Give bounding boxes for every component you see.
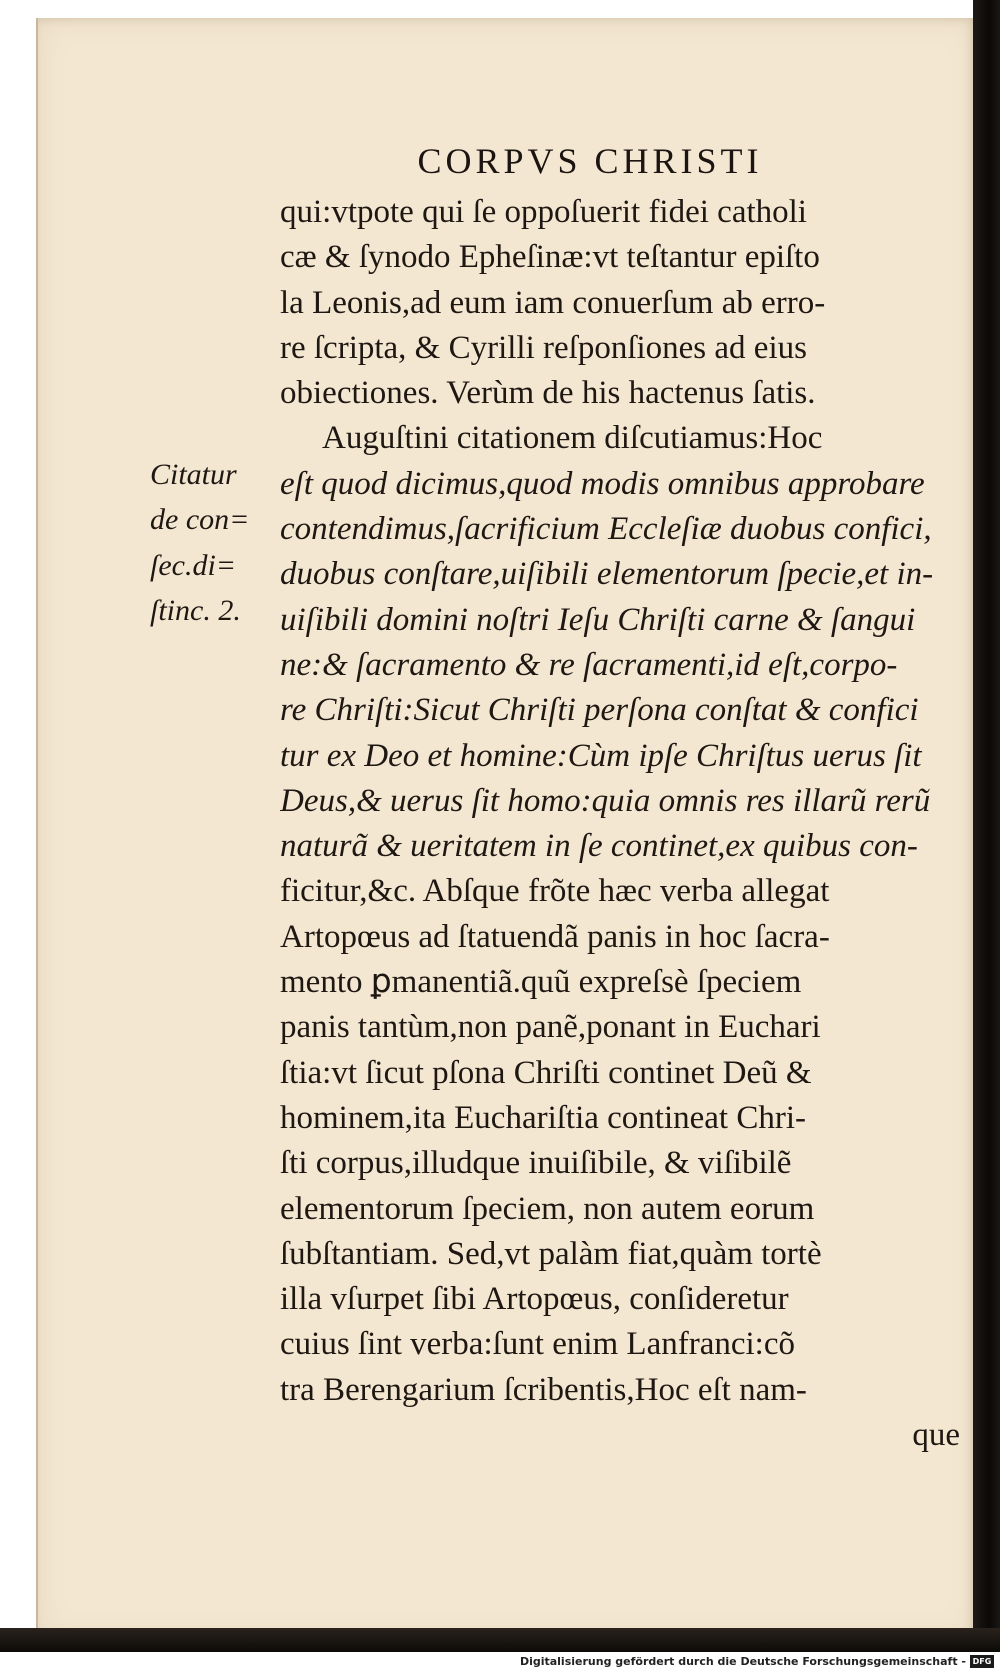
text-line: duobus conſtare,uiſibili elementorum ſpecie,et in- (280, 556, 934, 593)
text-line: que (912, 1417, 960, 1454)
text-line: ſubſtantiam. Sed,vt palàm fiat,quàm tortè (280, 1235, 822, 1272)
text-line: Deus,& uerus ſit homo:quia omnis res illarũ rerũ (280, 782, 931, 819)
text-line: qui:vtpote qui ſe oppoſuerit fidei catholi (280, 194, 807, 230)
text-line: hominem,ita Euchariſtia contineat Chri- (280, 1099, 807, 1136)
text-line: panis tantùm,non panẽ,ponant in Euchari (280, 1009, 821, 1046)
body-text (280, 190, 960, 1458)
text-line: elementorum ſpeciem, non autem eorum (280, 1190, 815, 1227)
text-line: ſti corpus,illudque inuiſibile, & viſibilẽ (280, 1145, 792, 1182)
text-line: cuius ſint verba:ſunt enim Lanfranci:cõ (280, 1326, 795, 1363)
margin-note-line: ſtinc. 2. (150, 593, 241, 627)
text-line: eſt quod dicimus,quod modis omnibus approbare (280, 465, 925, 502)
margin-note-line: ſec.di= (150, 548, 237, 582)
text-line: re ſcripta, & Cyrilli reſponſiones ad eius (280, 329, 807, 366)
margin-note-line: Citatur (150, 458, 237, 491)
digitization-credit: Digitalisierung gefördert durch die Deutsche Forschungsgemeinschaft - (519, 1655, 966, 1668)
text-line: ſtia:vt ſicut pſona Chriſti continet Deũ & (280, 1054, 812, 1091)
text-line: mento ꝑmanentiã.quũ expreſsè ſpeciem (280, 964, 802, 1001)
dfg-logo: DFG (970, 1655, 994, 1668)
text-line: tur ex Deo et homine:Cùm ipſe Chriſtus uerus ſit (280, 737, 922, 774)
text-line: uiſibili domini noſtri Ieſu Chriſti carne & ſangui (280, 601, 916, 638)
scan-edge-bottom (0, 1628, 1000, 1652)
text-line: cæ & ſynodo Epheſinæ:vt teſtantur epiſto (280, 239, 820, 276)
text-line: tra Berengarium ſcribentis,Hoc eſt nam- (280, 1371, 807, 1408)
text-line: ficitur,&c. Abſque frõte hæc verba allegat (280, 873, 830, 910)
text-line: Artopœus ad ſtatuendã panis in hoc ſacra- (280, 918, 830, 955)
scan-edge-right (973, 0, 1000, 1652)
running-head: CORPVS CHRISTI (417, 141, 763, 181)
text-line: naturã & ueritatem in ſe continet,ex quibus con- (280, 828, 918, 865)
text-line: contendimus,ſacrificium Eccleſiæ duobus confici, (280, 511, 932, 548)
text-line: obiectiones. Verùm de his hactenus ſatis. (280, 375, 816, 412)
text-line: illa vſurpet ſibi Artopœus, conſideretur (280, 1281, 789, 1318)
text-line: la Leonis,ad eum iam conuerſum ab erro- (280, 284, 826, 321)
text-line: ne:& ſacramento & re ſacramenti,id eſt,corpo- (280, 646, 898, 683)
margin-note (150, 452, 280, 633)
text-line: Auguſtini citationem diſcutiamus:Hoc (322, 420, 823, 457)
margin-note-line: de con= (150, 503, 250, 537)
text-line: re Chriſti:Sicut Chriſti perſona conſtat & confici (280, 692, 919, 729)
